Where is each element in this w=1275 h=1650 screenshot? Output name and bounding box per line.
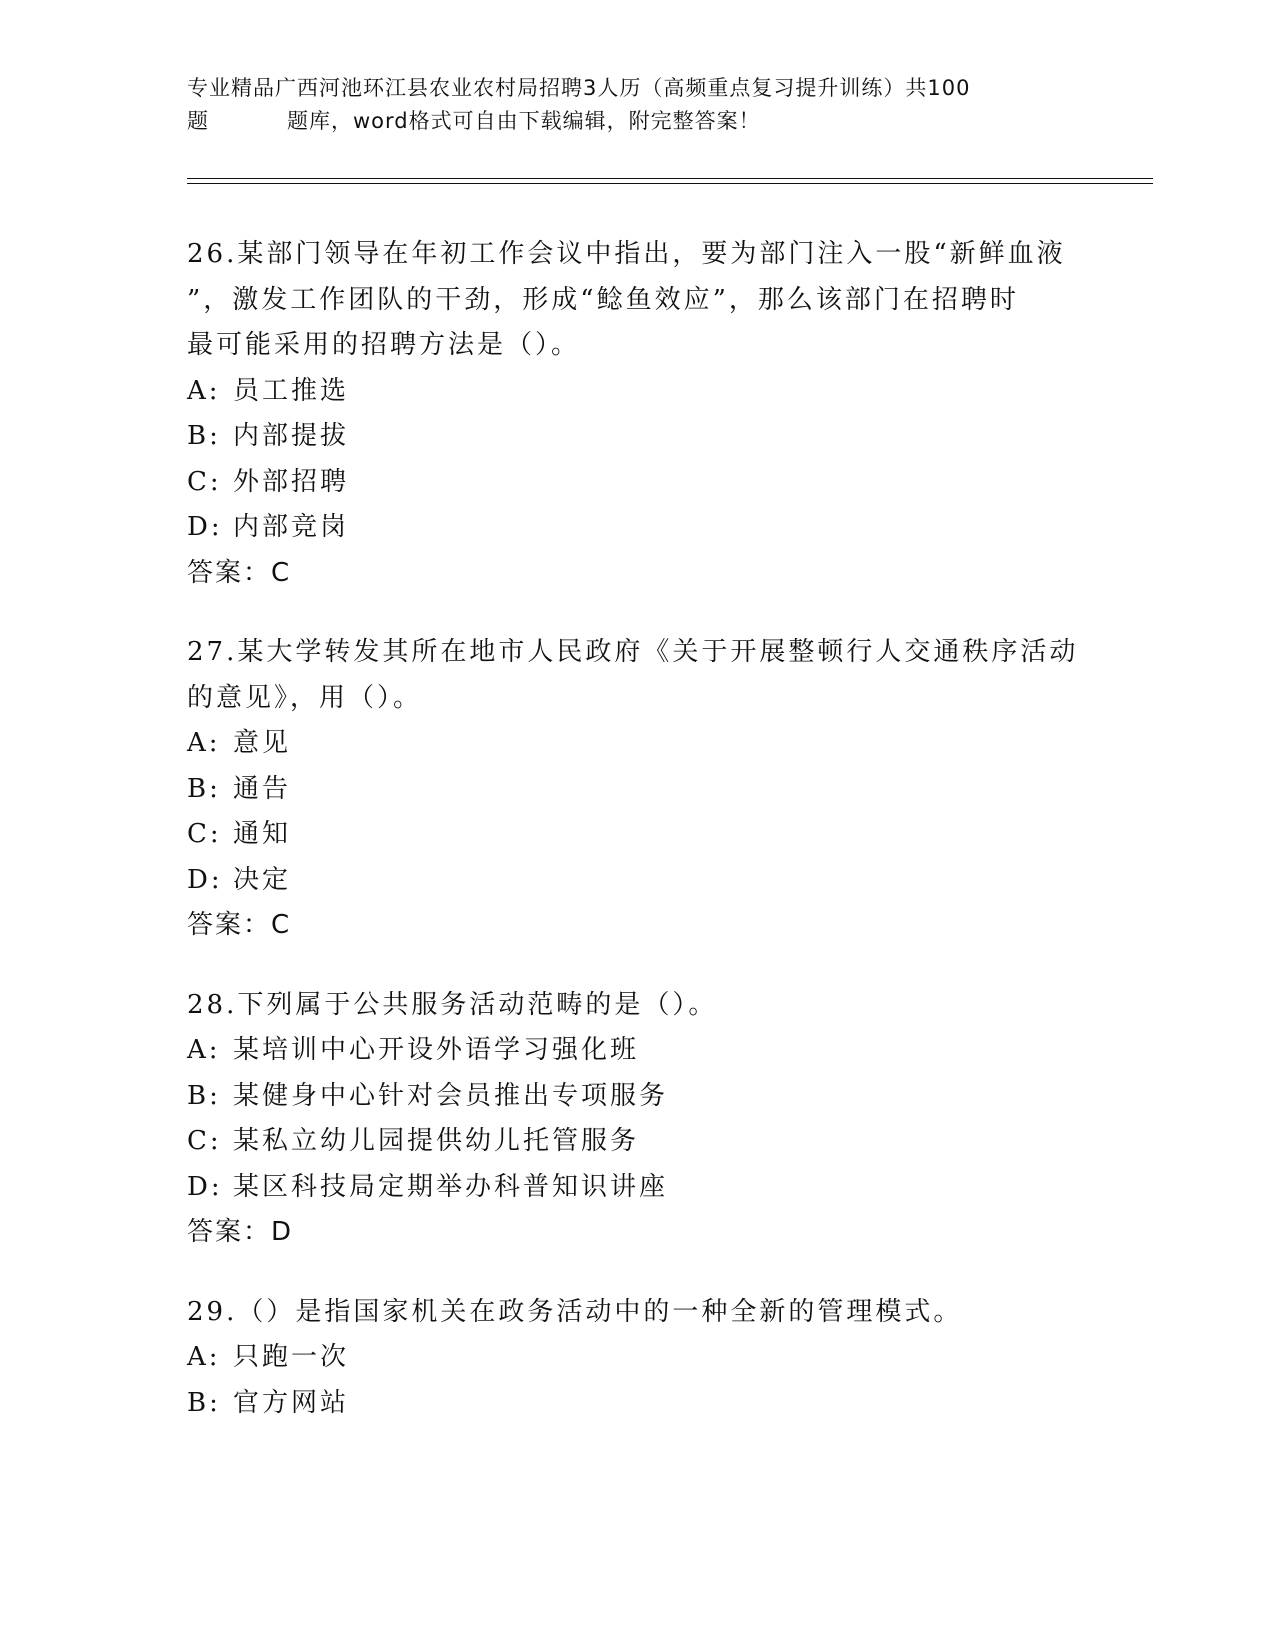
option-d xyxy=(187,858,1087,904)
option-letter: D: xyxy=(187,512,223,542)
option-letter: B: xyxy=(187,1080,221,1111)
document-header xyxy=(187,72,1087,138)
option-d xyxy=(187,505,1087,551)
stem-line: 最可能采用的招聘方法是（）。 xyxy=(187,330,581,360)
question-27 xyxy=(187,630,1087,949)
option-text: 某培训中心开设外语学习强化班 xyxy=(233,1035,640,1065)
question-stem xyxy=(187,1290,1087,1336)
option-a xyxy=(187,1028,1087,1074)
option-letter: C: xyxy=(187,819,222,849)
answer-line: 答案：D xyxy=(187,1217,294,1247)
option-a xyxy=(187,721,1087,767)
option-b xyxy=(187,767,1087,813)
option-letter: C: xyxy=(187,1126,222,1156)
header-line-2 xyxy=(187,105,1087,138)
stem-line: 28.下列属于公共服务活动范畴的是（）。 xyxy=(187,989,718,1020)
option-b xyxy=(187,1074,1087,1120)
option-letter: B: xyxy=(187,1387,221,1418)
header-line-1: 专业精品广西河池环江县农业农村局招聘3人历（高频重点复习提升训练）共100 xyxy=(187,76,971,100)
option-text: 外部招聘 xyxy=(233,466,350,497)
stem-line: ”，激发工作团队的干劲，形成“鲶鱼效应”，那么该部门在招聘时 xyxy=(187,284,1019,315)
question-list xyxy=(187,232,1087,1460)
header-line-2-text: 题库，word格式可自由下载编辑，附完整答案！ xyxy=(287,109,761,133)
option-letter: B: xyxy=(187,773,221,804)
stem-line: 的意见》，用（）。 xyxy=(187,682,423,713)
answer-line: 答案：C xyxy=(187,910,292,940)
option-a xyxy=(187,1335,1087,1381)
question-stem xyxy=(187,232,1087,369)
option-b xyxy=(187,1381,1087,1427)
option-b xyxy=(187,414,1087,460)
option-c xyxy=(187,460,1087,506)
option-text: 官方网站 xyxy=(233,1387,350,1418)
option-a xyxy=(187,369,1087,415)
header-divider-bottom xyxy=(187,183,1153,184)
question-stem xyxy=(187,983,1087,1029)
option-letter: C: xyxy=(187,466,222,497)
question-26 xyxy=(187,232,1087,596)
option-text: 意见 xyxy=(233,728,292,758)
option-letter: B: xyxy=(187,421,221,451)
option-letter: A: xyxy=(187,1035,221,1065)
option-text: 员工推选 xyxy=(233,375,350,406)
option-c xyxy=(187,812,1087,858)
header-divider-top xyxy=(187,178,1153,179)
option-text: 只跑一次 xyxy=(233,1342,350,1372)
option-letter: A: xyxy=(187,728,221,758)
option-text: 某区科技局定期举办科普知识讲座 xyxy=(233,1171,669,1202)
option-text: 内部竞岗 xyxy=(233,512,350,542)
stem-line: 27.某大学转发其所在地市人民政府《关于开展整顿行人交通秩序活动 xyxy=(187,637,1079,667)
option-text: 通知 xyxy=(233,819,292,849)
option-text: 决定 xyxy=(233,864,292,895)
option-letter: D: xyxy=(187,1171,223,1202)
option-d xyxy=(187,1165,1087,1211)
question-29 xyxy=(187,1290,1087,1427)
option-text: 内部提拔 xyxy=(233,421,350,451)
header-line-2-prefix: 题 xyxy=(187,109,209,133)
option-text: 通告 xyxy=(233,773,292,804)
question-28 xyxy=(187,983,1087,1256)
option-c xyxy=(187,1119,1087,1165)
option-letter: D: xyxy=(187,864,223,895)
option-letter: A: xyxy=(187,1342,221,1372)
option-letter: A: xyxy=(187,375,221,406)
stem-line: 29.（）是指国家机关在政务活动中的一种全新的管理模式。 xyxy=(187,1296,963,1327)
answer-line: 答案：C xyxy=(187,557,292,588)
option-text: 某健身中心针对会员推出专项服务 xyxy=(233,1080,669,1111)
option-text: 某私立幼儿园提供幼儿托管服务 xyxy=(233,1126,640,1156)
question-stem xyxy=(187,630,1087,721)
stem-line: 26.某部门领导在年初工作会议中指出，要为部门注入一股“新鲜血液 xyxy=(187,239,1066,269)
